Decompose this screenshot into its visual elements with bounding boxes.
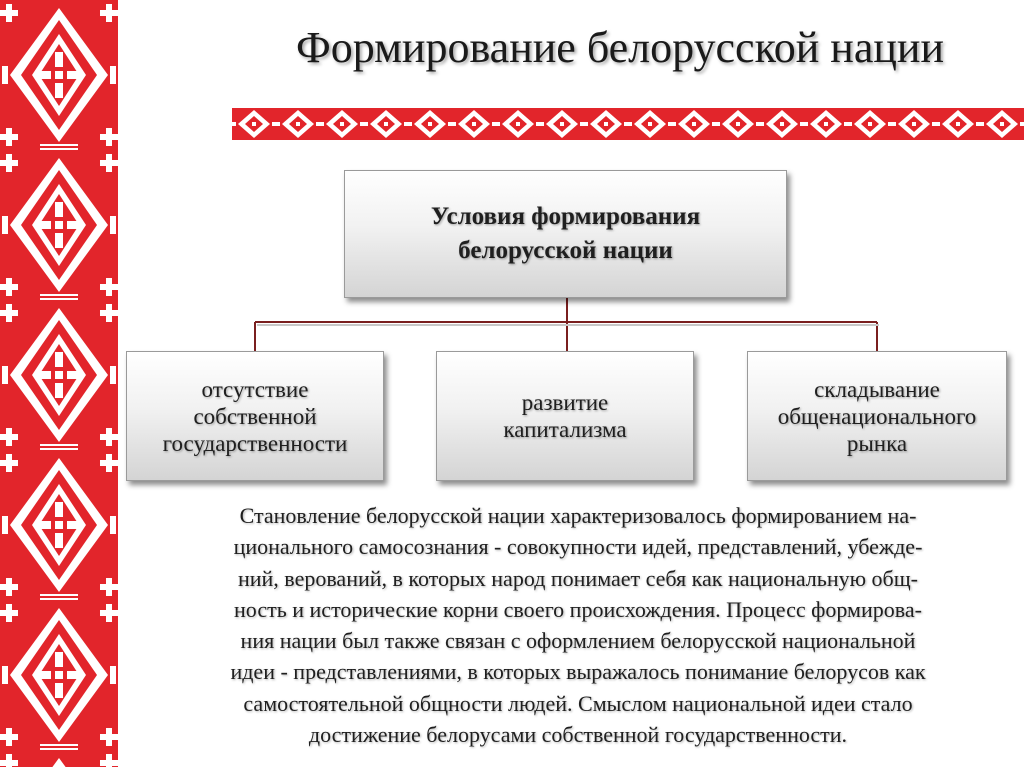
paragraph-line: идеи - представлениями, в которых выражалось понимание белорусов как <box>230 659 926 685</box>
condition-label: отсутствие собственной государственности <box>162 376 348 456</box>
ornament-border-left <box>0 0 118 767</box>
connector-lines <box>255 298 877 351</box>
condition-label: развитие капитализма <box>503 390 627 442</box>
ornament-band-top <box>232 106 1024 142</box>
paragraph-line: ний, верований, в которых народ понимает себя как национальную общ- <box>237 565 918 591</box>
main-condition-label: Условия формирования белорусской нации <box>430 203 701 264</box>
main-condition-box <box>344 170 787 298</box>
condition-box-market <box>747 351 1007 481</box>
condition-box-capitalism <box>436 351 694 481</box>
paragraph-line: Становление белорусской нации характеризовалось формированием на- <box>239 503 917 528</box>
paragraph-line: ния нации был также связан с оформлением белорусской национальной <box>240 628 916 654</box>
paragraph-line: достижение белорусами собственной государственности. <box>308 722 848 748</box>
description-paragraph <box>140 500 1016 750</box>
paragraph-line: ционального самосознания - совокупности идей, представлений, убежде- <box>233 534 923 560</box>
page-title: Формирование белорусской нации <box>295 23 944 72</box>
condition-label: складывание общенационального рынка <box>777 376 977 456</box>
paragraph-line: самостоятельной общности людей. Смыслом национальной идеи стало <box>243 690 913 716</box>
paragraph-line: ность и исторические корни своего происхождения. Процесс формирова- <box>234 596 922 622</box>
condition-box-statehood <box>126 351 384 481</box>
